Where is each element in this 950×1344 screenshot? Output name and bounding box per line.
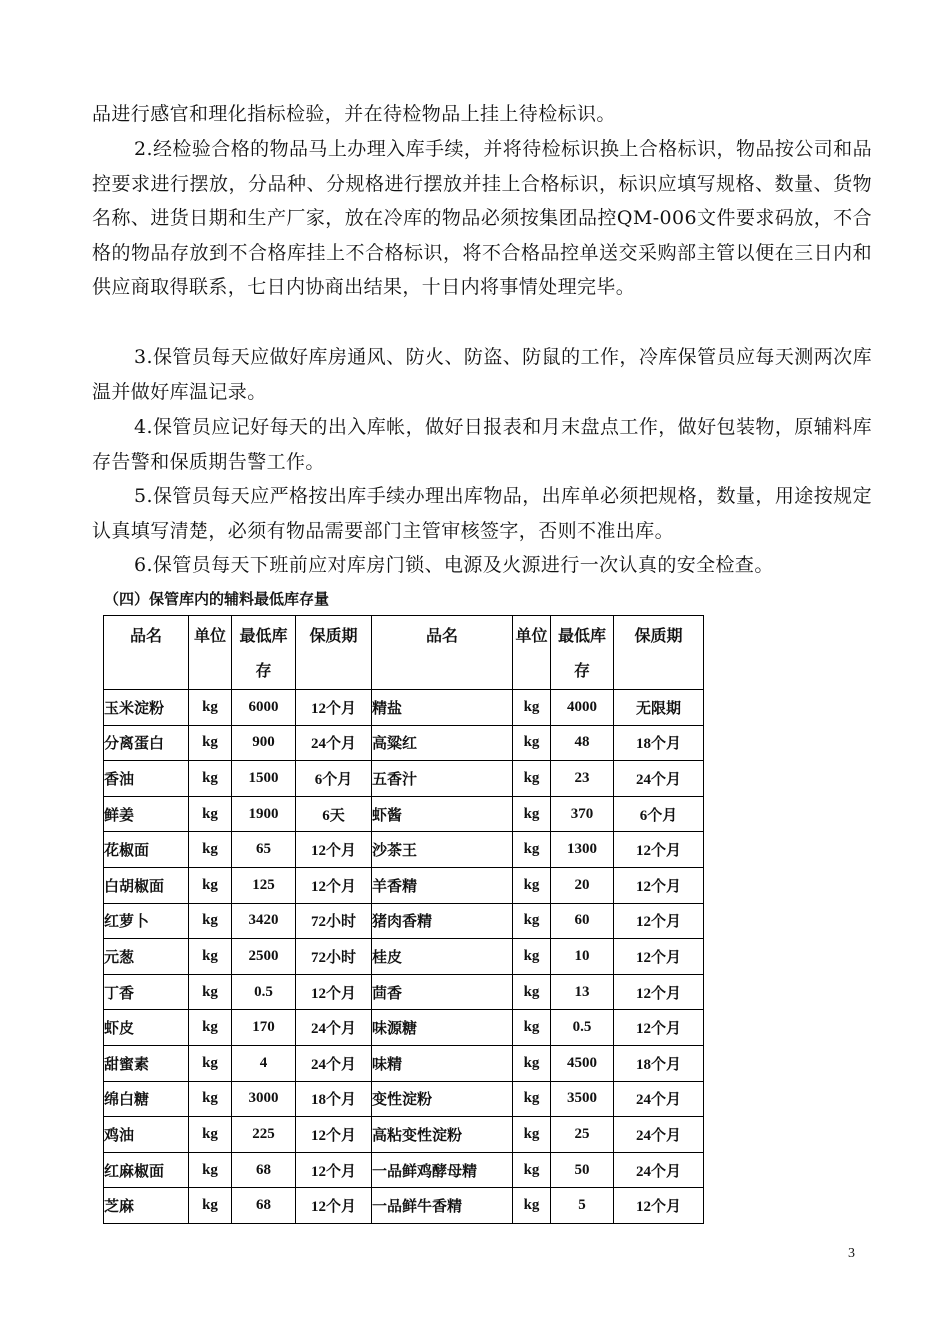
item-shelf-life: 18个月 bbox=[614, 1045, 704, 1081]
item-name: 精盐 bbox=[372, 690, 513, 726]
item-unit: kg bbox=[513, 974, 551, 1010]
page-number: 3 bbox=[848, 1246, 855, 1261]
header-unit-2: 单位 bbox=[513, 616, 551, 690]
item-name: 丁香 bbox=[104, 974, 189, 1010]
item-unit: kg bbox=[513, 1045, 551, 1081]
item-shelf-life: 12个月 bbox=[296, 1117, 372, 1153]
table-row bbox=[104, 1081, 704, 1117]
item-unit: kg bbox=[513, 796, 551, 832]
item-shelf-life: 72小时 bbox=[296, 903, 372, 939]
item-name: 虾皮 bbox=[104, 1010, 189, 1046]
item-shelf-life: 12个月 bbox=[614, 832, 704, 868]
item-name: 五香汁 bbox=[372, 761, 513, 797]
table-row bbox=[104, 761, 704, 797]
item-unit: kg bbox=[189, 1188, 232, 1224]
item-shelf-life: 12个月 bbox=[614, 1010, 704, 1046]
item-name: 一品鲜牛香精 bbox=[372, 1188, 513, 1224]
item-shelf-life: 24个月 bbox=[614, 1081, 704, 1117]
item-min-stock: 3420 bbox=[232, 903, 296, 939]
item-name: 沙茶王 bbox=[372, 832, 513, 868]
item-shelf-life: 12个月 bbox=[296, 1188, 372, 1224]
item-shelf-life: 12个月 bbox=[296, 1152, 372, 1188]
item-shelf-life: 12个月 bbox=[614, 1188, 704, 1224]
table-row bbox=[104, 1010, 704, 1046]
item-shelf-life: 24个月 bbox=[296, 1010, 372, 1046]
item-name: 味源糖 bbox=[372, 1010, 513, 1046]
item-unit: kg bbox=[189, 867, 232, 903]
item-min-stock: 125 bbox=[232, 867, 296, 903]
item-unit: kg bbox=[513, 1117, 551, 1153]
item-unit: kg bbox=[513, 867, 551, 903]
item-unit: kg bbox=[189, 1152, 232, 1188]
paragraph-6: 6.保管员每天下班前应对库房门锁、电源及火源进行一次认真的安全检查。 bbox=[134, 554, 774, 576]
item-name: 分离蛋白 bbox=[104, 725, 189, 761]
item-unit: kg bbox=[189, 1117, 232, 1153]
item-name: 变性淀粉 bbox=[372, 1081, 513, 1117]
item-unit: kg bbox=[513, 725, 551, 761]
item-shelf-life: 12个月 bbox=[296, 974, 372, 1010]
item-unit: kg bbox=[189, 725, 232, 761]
item-min-stock: 68 bbox=[232, 1188, 296, 1224]
item-min-stock: 20 bbox=[551, 867, 614, 903]
item-shelf-life: 18个月 bbox=[614, 725, 704, 761]
item-unit: kg bbox=[513, 939, 551, 975]
item-unit: kg bbox=[513, 1188, 551, 1224]
item-unit: kg bbox=[189, 1081, 232, 1117]
item-shelf-life: 12个月 bbox=[296, 690, 372, 726]
item-shelf-life: 24个月 bbox=[296, 1045, 372, 1081]
item-name: 鲜姜 bbox=[104, 796, 189, 832]
item-name: 桂皮 bbox=[372, 939, 513, 975]
item-unit: kg bbox=[189, 903, 232, 939]
section-heading: （四）保管库内的辅料最低库存量 bbox=[104, 590, 330, 608]
item-min-stock: 1900 bbox=[232, 796, 296, 832]
table-row bbox=[104, 1188, 704, 1224]
item-min-stock: 900 bbox=[232, 725, 296, 761]
item-min-stock: 50 bbox=[551, 1152, 614, 1188]
header-unit: 单位 bbox=[189, 616, 232, 690]
item-name: 红麻椒面 bbox=[104, 1152, 189, 1188]
table-row bbox=[104, 939, 704, 975]
item-shelf-life: 24个月 bbox=[296, 725, 372, 761]
item-name: 甜蜜素 bbox=[104, 1045, 189, 1081]
item-min-stock: 3500 bbox=[551, 1081, 614, 1117]
item-name: 味精 bbox=[372, 1045, 513, 1081]
header-name: 品名 bbox=[104, 616, 189, 690]
header-name-2: 品名 bbox=[372, 616, 513, 690]
item-shelf-life: 无限期 bbox=[614, 690, 704, 726]
item-min-stock: 5 bbox=[551, 1188, 614, 1224]
item-name: 芝麻 bbox=[104, 1188, 189, 1224]
item-unit: kg bbox=[513, 1081, 551, 1117]
header-min-stock: 最低库存 bbox=[232, 616, 296, 690]
item-min-stock: 13 bbox=[551, 974, 614, 1010]
item-unit: kg bbox=[189, 832, 232, 868]
table-row bbox=[104, 903, 704, 939]
table-row bbox=[104, 690, 704, 726]
item-name: 猪肉香精 bbox=[372, 903, 513, 939]
paragraph-3: 3.保管员每天应做好库房通风、防火、防盗、防鼠的工作，冷库保管员应每天测两次库温并做好库温记录。 bbox=[92, 346, 872, 403]
item-min-stock: 1300 bbox=[551, 832, 614, 868]
item-min-stock: 0.5 bbox=[551, 1010, 614, 1046]
item-unit: kg bbox=[513, 690, 551, 726]
item-shelf-life: 72小时 bbox=[296, 939, 372, 975]
item-min-stock: 10 bbox=[551, 939, 614, 975]
paragraph-4: 4.保管员应记好每天的出入库帐，做好日报表和月末盘点工作，做好包装物，原辅料库存告警和保质期告警工作。 bbox=[92, 416, 872, 473]
item-min-stock: 65 bbox=[232, 832, 296, 868]
table-row bbox=[104, 725, 704, 761]
table-row bbox=[104, 832, 704, 868]
item-min-stock: 48 bbox=[551, 725, 614, 761]
header-min-stock-2: 最低库存 bbox=[551, 616, 614, 690]
item-min-stock: 6000 bbox=[232, 690, 296, 726]
item-min-stock: 68 bbox=[232, 1152, 296, 1188]
item-min-stock: 4000 bbox=[551, 690, 614, 726]
item-min-stock: 4 bbox=[232, 1045, 296, 1081]
table-row bbox=[104, 1045, 704, 1081]
item-unit: kg bbox=[513, 832, 551, 868]
item-shelf-life: 6个月 bbox=[614, 796, 704, 832]
item-shelf-life: 12个月 bbox=[614, 974, 704, 1010]
table-row bbox=[104, 1117, 704, 1153]
item-name: 香油 bbox=[104, 761, 189, 797]
item-unit: kg bbox=[513, 761, 551, 797]
item-shelf-life: 12个月 bbox=[614, 939, 704, 975]
header-shelf-life: 保质期 bbox=[296, 616, 372, 690]
item-shelf-life: 12个月 bbox=[296, 867, 372, 903]
item-name: 鸡油 bbox=[104, 1117, 189, 1153]
item-shelf-life: 6个月 bbox=[296, 761, 372, 797]
item-min-stock: 225 bbox=[232, 1117, 296, 1153]
item-min-stock: 4500 bbox=[551, 1045, 614, 1081]
item-min-stock: 0.5 bbox=[232, 974, 296, 1010]
item-unit: kg bbox=[189, 974, 232, 1010]
item-shelf-life: 6天 bbox=[296, 796, 372, 832]
item-name: 白胡椒面 bbox=[104, 867, 189, 903]
item-name: 红萝卜 bbox=[104, 903, 189, 939]
item-min-stock: 23 bbox=[551, 761, 614, 797]
item-shelf-life: 18个月 bbox=[296, 1081, 372, 1117]
item-min-stock: 1500 bbox=[232, 761, 296, 797]
table-row bbox=[104, 1152, 704, 1188]
item-unit: kg bbox=[513, 1152, 551, 1188]
stock-table bbox=[103, 615, 704, 1224]
paragraph-1: 品进行感官和理化指标检验，并在待检物品上挂上待检标识。 bbox=[92, 103, 616, 125]
item-shelf-life: 24个月 bbox=[614, 1152, 704, 1188]
item-unit: kg bbox=[189, 796, 232, 832]
item-name: 玉米淀粉 bbox=[104, 690, 189, 726]
item-min-stock: 2500 bbox=[232, 939, 296, 975]
item-unit: kg bbox=[513, 903, 551, 939]
item-min-stock: 370 bbox=[551, 796, 614, 832]
table-header-row bbox=[104, 616, 704, 690]
item-name: 高粱红 bbox=[372, 725, 513, 761]
item-name: 元葱 bbox=[104, 939, 189, 975]
table-body bbox=[104, 690, 704, 1224]
paragraph-5: 5.保管员每天应严格按出库手续办理出库物品，出库单必须把规格，数量，用途按规定认真填写清楚，必须有物品需要部门主管审核签字，否则不准出库。 bbox=[92, 485, 872, 542]
item-min-stock: 25 bbox=[551, 1117, 614, 1153]
item-min-stock: 3000 bbox=[232, 1081, 296, 1117]
item-shelf-life: 24个月 bbox=[614, 761, 704, 797]
table-row bbox=[104, 974, 704, 1010]
item-unit: kg bbox=[189, 1010, 232, 1046]
item-name: 一品鲜鸡酵母精 bbox=[372, 1152, 513, 1188]
item-unit: kg bbox=[189, 1045, 232, 1081]
header-shelf-life-2: 保质期 bbox=[614, 616, 704, 690]
item-unit: kg bbox=[189, 939, 232, 975]
item-unit: kg bbox=[513, 1010, 551, 1046]
item-unit: kg bbox=[189, 690, 232, 726]
item-shelf-life: 12个月 bbox=[614, 903, 704, 939]
item-shelf-life: 12个月 bbox=[296, 832, 372, 868]
paragraph-2: 2.经检验合格的物品马上办理入库手续，并将待检标识换上合格标识，物品按公司和品控要求进行摆放，分品种、分规格进行摆放并挂上合格标识，标识应填写规格、数量、货物名称、进货日期和生产厂家，放在冷库的物品必须按集团品控QM-006文件要求码放，不合格的物品存放到不合格库挂上不合格标识，将不合格品控单送交采购部主管以便在三日内和供应商取得联系，七日内协商出结果，十日内将事情处理完毕。 bbox=[92, 138, 872, 299]
table-row bbox=[104, 867, 704, 903]
table-row bbox=[104, 796, 704, 832]
item-shelf-life: 24个月 bbox=[614, 1117, 704, 1153]
item-shelf-life: 12个月 bbox=[614, 867, 704, 903]
item-name: 虾酱 bbox=[372, 796, 513, 832]
item-name: 高粘变性淀粉 bbox=[372, 1117, 513, 1153]
item-name: 茴香 bbox=[372, 974, 513, 1010]
item-name: 羊香精 bbox=[372, 867, 513, 903]
item-min-stock: 170 bbox=[232, 1010, 296, 1046]
item-name: 花椒面 bbox=[104, 832, 189, 868]
item-name: 绵白糖 bbox=[104, 1081, 189, 1117]
item-unit: kg bbox=[189, 761, 232, 797]
item-min-stock: 60 bbox=[551, 903, 614, 939]
